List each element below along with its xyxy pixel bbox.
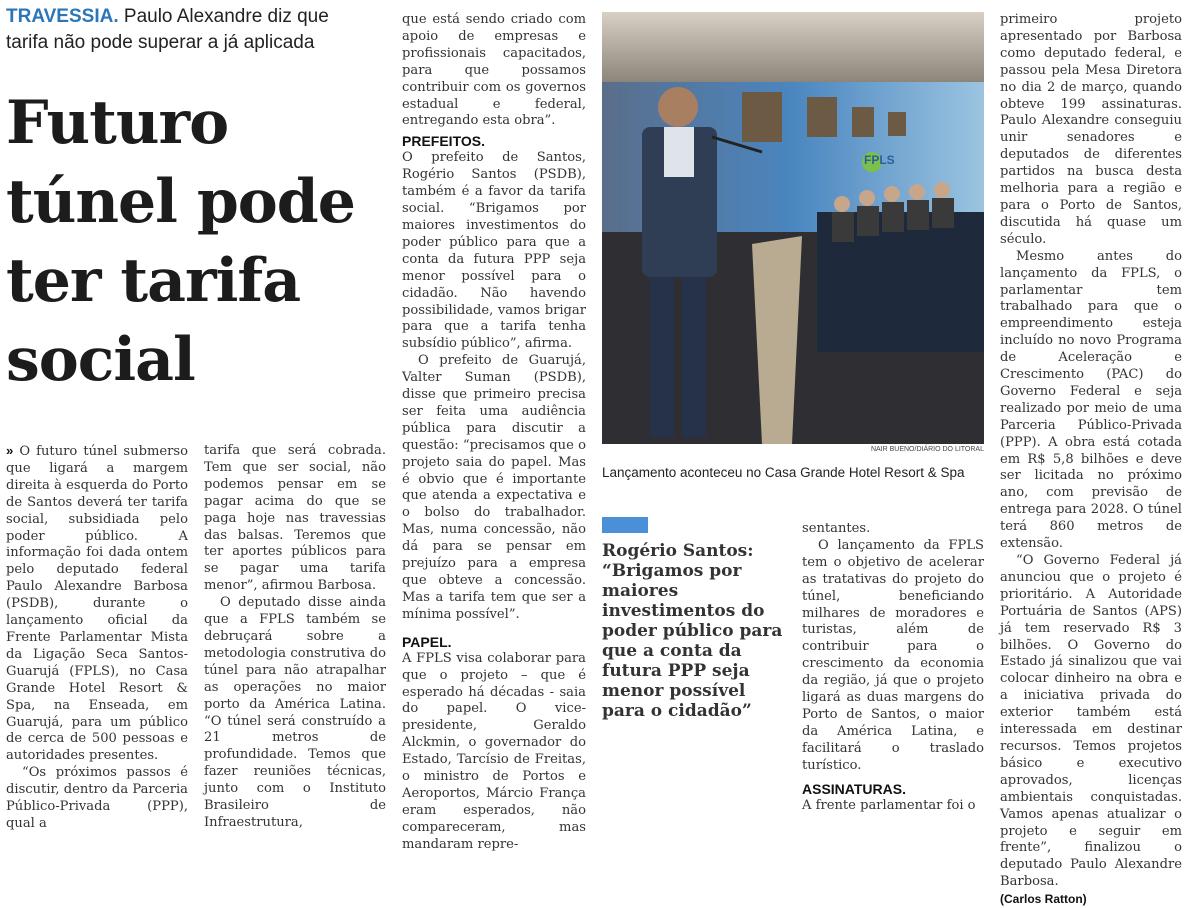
kicker xyxy=(6,4,376,56)
paragraph: primeiro projeto apresentado por Barbosa como deputado federal, e passou pela Mesa Diretora no dia 2 de março, quando obteve 199 assinaturas. Paulo Alexandre conseguiu unir senadores e deputados de diferentes partidos na busca desta melhoria para a região e para o Porto de Santos, discutida há quase um século. xyxy=(1000,12,1182,247)
subheading-assinaturas: ASSINATURAS. xyxy=(802,780,906,797)
photo-logo: FPLS xyxy=(864,153,895,167)
photo-credit: NAIR BUENO/DIÁRIO DO LITORAL xyxy=(870,446,984,453)
paragraph: que está sendo criado com apoio de empresas e profissionais capacitados, para que possamos contribuir com os governos estadual e federal, entregando esta obra”. xyxy=(402,12,586,129)
paragraph: A frente parlamentar foi o xyxy=(802,797,976,813)
subheading-prefeitos: PREFEITOS. xyxy=(402,133,485,150)
section-marker-icon: » xyxy=(6,443,14,458)
paragraph: O prefeito de Guarujá, Valter Suman (PSDB), disse que primeiro precisa ser feita uma audiência pública para discutir a questão: “precisamos que o projeto saia do papel. Mas é obvio que é importante que atenda a expectativa e o bolso do trabalhador. Mas, numa concessão, não dá para se pensar em prejuízo para a empresa que obteve a concessão. Mas a tarifa tem que ser a mínima possível”. xyxy=(402,353,586,622)
paragraph: O prefeito de Santos, Rogério Santos (PSDB), também é a favor da tarifa social. “Brigamos por maiores investimentos do poder público para que a conta da futura PPP seja menor possível para o cidadão. Não havendo possibilidade, vamos brigar para que a tarifa tenha subsídio público”, afirma. xyxy=(402,150,586,352)
article-column-2 xyxy=(204,443,386,832)
article-column-3 xyxy=(402,12,586,854)
paragraph: sentantes. xyxy=(802,521,871,536)
paragraph: O lançamento da FPLS tem o objetivo de acelerar as tratativas do projeto do túnel, beneficiando milhares de moradores e turistas, além de contribuir para o crescimento da economia da região, já que o projeto ligará as duas margens do Porto de Santos, o maior da América Latina, e facilitará o traslado turístico. xyxy=(802,537,984,773)
article-column-5 xyxy=(1000,12,1182,908)
kicker-text: Paulo Alexandre diz que tarifa não pode superar a já aplicada xyxy=(6,6,329,53)
paragraph: » O futuro túnel submerso que ligará a margem direita à esquerda do Porto de Santos deverá ter tarifa social, subsidiada pelo poder público. A informação foi dada ontem pelo deputado federal Paulo Alexandre Barbosa (PSDB), durante o lançamento oficial da Frente Parlamentar Mista da Ligação Seca Santos-Guarujá (FPLS), no Casa Grande Hotel Resort & Spa, na Enseada, em Guarujá, para um público de cerca de 500 pessoas e autoridades presentes. xyxy=(6,443,188,764)
paragraph: O deputado disse ainda que a FPLS também se debruçará sobre a metodologia construtiva do túnel para não atrapalhar as operações no maior porto da América Latina. “O túnel será construído a 21 metros de profundidade. Temos que fazer reuniões técnicas, junto com o Instituto Brasileiro de Infraestrutura, xyxy=(204,595,386,830)
paragraph: “Os próximos passos é discutir, dentro da Parceria Público-Privada (PPP), qual a xyxy=(6,765,188,831)
headline: Futuro túnel pode ter tarifa social xyxy=(6,88,355,395)
photo-caption: Lançamento aconteceu no Casa Grande Hotel Resort & Spa xyxy=(602,465,965,480)
paragraph: Mesmo antes do lançamento da FPLS, o parlamentar tem trabalhado para que o empreendimento esteja incluído no novo Programa de Aceleração e Crescimento (PAC) do Governo Federal e seja realizado por meio de uma Parceria Público-Privada (PPP). A obra está cotada em R$ 5,8 bilhões e deve ser licitada no próximo ano, com previsão de entrega para 2028. O túnel terá 860 metros de extensão. xyxy=(1000,248,1182,552)
article-column-4 xyxy=(802,521,984,815)
subheading-papel: PAPEL. xyxy=(402,633,452,650)
article-column-1 xyxy=(6,443,188,833)
kicker-tag: TRAVESSIA. xyxy=(6,6,119,27)
paragraph: tarifa que será cobrada. Tem que ser social, não podemos pensar em se pagar acima do que se paga hoje nas travessias das balsas. Teremos que ter aportes públicos para se pagar uma tarifa menor”, afirmou Barbosa. xyxy=(204,443,386,594)
paragraph: A FPLS visa colaborar para que o projeto – que é esperado há décadas - saia do papel. O vice-presidente, Geraldo Alckmin, o governador do Estado, Tarcísio de Freitas, o ministro de Portos e Aeroportos, Márcio França eram esperados, não compareceram, mas mandaram repre- xyxy=(402,650,586,852)
event-photo-illustration xyxy=(602,12,984,444)
paragraph: “O Governo Federal já anunciou que o projeto é prioritário. A Autoridade Portuária de Santos (APS) já tem reservado R$ 3 bilhões. O Governo do Estado já sinalizou que vai colocar dinheiro na obra e a iniciativa privada do exterior também está interessada em destinar recursos. Temos projetos básico e executivo aprovados, licenças ambientais conquistadas. Vamos apenas atualizar o projeto e seguir em frente”, finalizou o deputado Paulo Alexandre Barbosa. xyxy=(1000,553,1182,890)
event-photo xyxy=(602,12,984,444)
quote-accent-bar xyxy=(602,517,648,533)
author-signoff: (Carlos Ratton) xyxy=(1000,892,1087,907)
pull-quote: Rogério Santos: “Brigamos por maiores investimentos do poder público para que a conta da futura PPP seja menor possível para o cidadão” xyxy=(602,541,783,721)
